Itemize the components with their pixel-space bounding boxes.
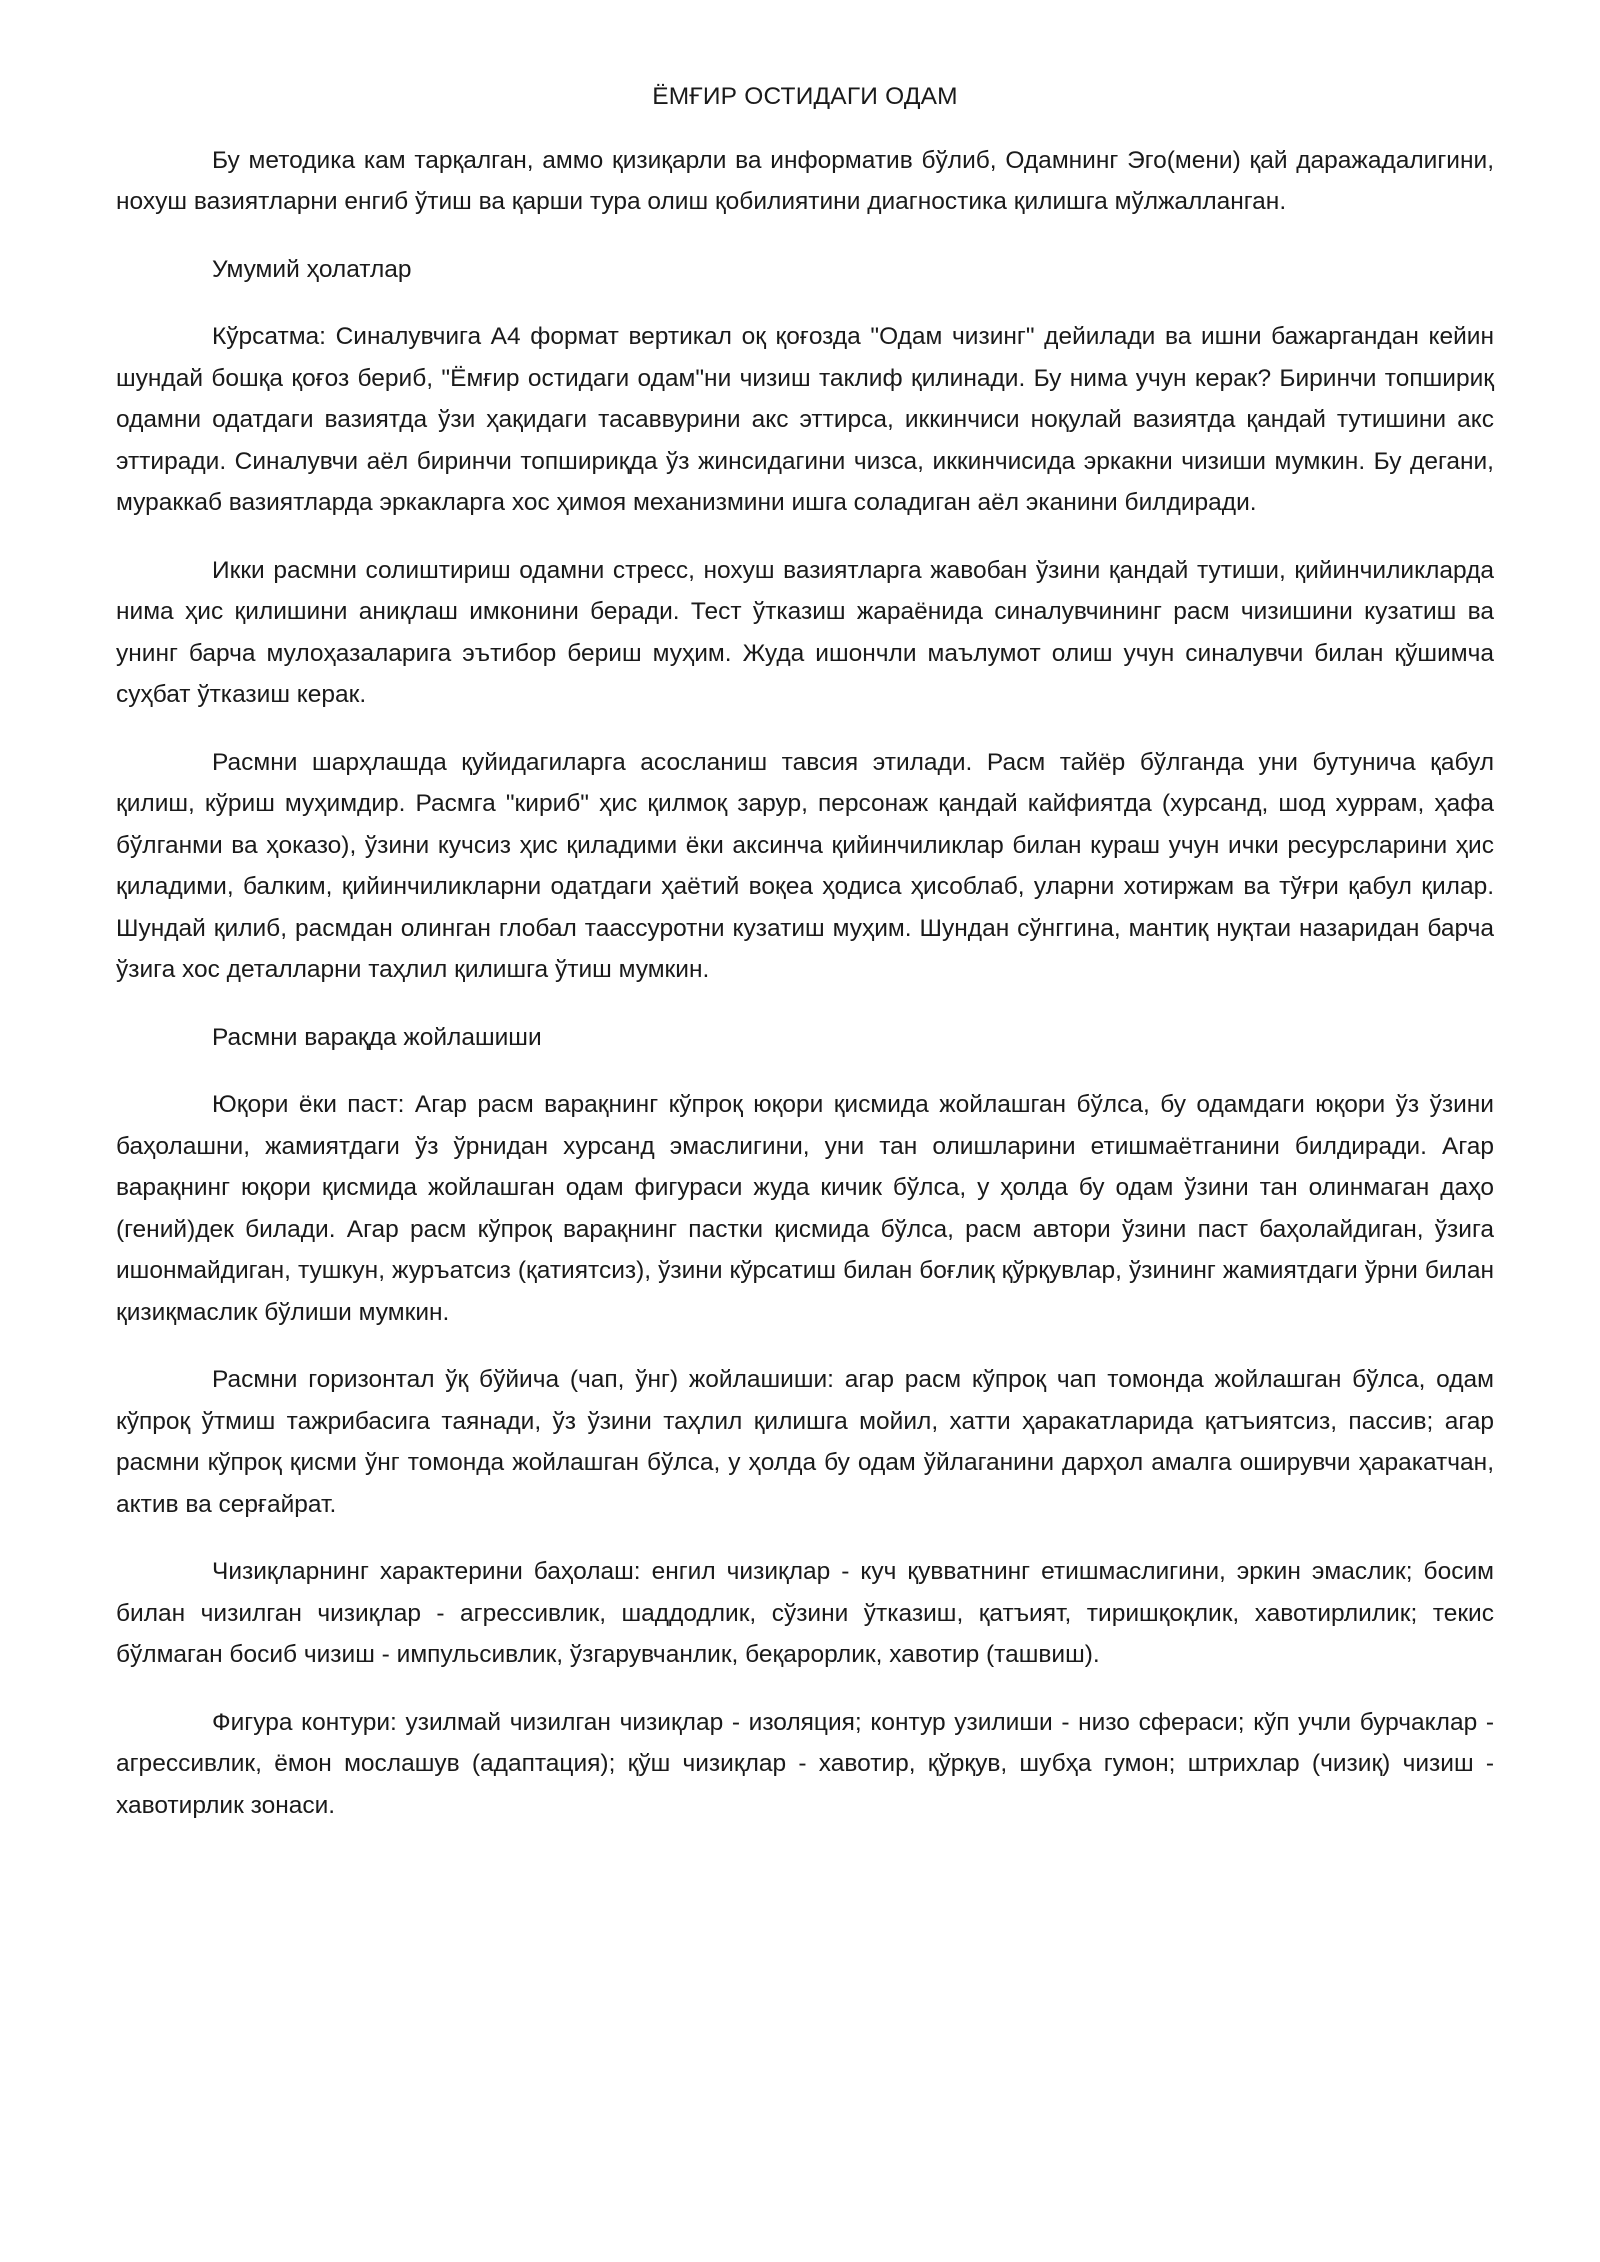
section-heading-general: Умумий ҳолатлар [212, 255, 412, 283]
figure-contour-paragraph: Фигура контури: узилмай чизилган чизиқлар - изоляция; контур узилиши - низо сфераси; кўп учли бурчаклар - агрессивлик, ёмон мослашув (адаптация); қўш чизиқлар - хавотир, қўрқув, шубҳа гумон; штрихлар (чизиқ) чизиш - хавотирлик зонаси. [116, 1708, 1494, 1819]
line-character-paragraph: Чизиқларнинг характерини баҳолаш: енгил чизиқлар - куч қувватнинг етишмаслигини, эркин эмаслик; босим билан чизилган чизиқлар - агрессивлик, шаддодлик, сўзини ўтказиш, қатъият, тиришқоқлик, хавотирлилик; текис бўлмаган босиб чизиш - импульсивлик, ўзгарувчанлик, беқарорлик, хавотир (ташвиш). [116, 1558, 1494, 1668]
horizontal-placement-paragraph: Расмни горизонтал ўқ бўйича (чап, ўнг) жойлашиши: агар расм кўпроқ чап томонда жойлашган бўлса, одам кўпроқ ўтмиш тажрибасига таянади, ўз ўзини таҳлил қилишга мойил, хатти ҳаракатларида қатъиятсиз, пассив; агар расмни кўпроқ қисми ўнг томонда жойлашган бўлса, у ҳолда бу одам ўйлаганини дарҳол амалга оширувчи ҳаракатчан, актив ва серғайрат. [116, 1366, 1494, 1518]
document-page [116, 76, 1494, 1852]
section-heading-placement: Расмни варақда жойлашиши [212, 1023, 542, 1051]
comparison-paragraph: Икки расмни солиштириш одамни стресс, нохуш вазиятларга жавобан ўзини қандай тутиши, қийинчиликларда нима ҳис қилишини аниқлаш имконини беради. Тест ўтказиш жараёнида синалувчининг расм чизишини кузатиш ва унинг барча мулоҳазаларига эътибор бериш муҳим. Жуда ишончли маълумот олиш учун синалувчи билан қўшимча суҳбат ўтказиш керак. [116, 556, 1494, 708]
interpretation-paragraph: Расмни шарҳлашда қуйидагиларга асосланиш тавсия этилади. Расм тайёр бўлганда уни бутунича қабул қилиш, кўриш муҳимдир. Расмга "кириб" ҳис қилмоқ зарур, персонаж қандай кайфиятда (хурсанд, шод хуррам, ҳафа бўлганми ва ҳоказо), ўзини кучсиз ҳис қиладими ёки аксинча қийинчиликлар билан кураш учун ички ресурсларини ҳис қиладими, балким, қийинчиликларни одатдаги ҳаётий воқеа ҳодиса ҳисоблаб, уларни хотиржам ва тўғри қабул қилар. Шундай қилиб, расмдан олинган глобал таассуротни кузатиш муҳим. Шундан сўнггина, мантиқ нуқтаи назаридан барча ўзига хос деталларни таҳлил қилишга ўтиш мумкин. [116, 748, 1494, 983]
intro-paragraph: Бу методика кам тарқалган, аммо қизиқарли ва информатив бўлиб, Одамнинг Эго(мени) қай даражадалигини, нохуш вазиятларни енгиб ўтиш ва қарши тура олиш қобилиятини диагностика қилишга мўлжалланган. [116, 146, 1494, 215]
instruction-paragraph: Кўрсатма: Синалувчига А4 формат вертикал оқ қоғозда "Одам чизинг" дейилади ва ишни бажаргандан кейин шундай бошқа қоғоз бериб, "Ёмғир остидаги одам"ни чизиш таклиф қилинади. Бу нима учун керак? Биринчи топшириқ одамни одатдаги вазиятда ўзи ҳақидаги тасаввурини акс эттирса, иккинчиси ноқулай вазиятда қандай тутишини акс эттиради. Синалувчи аёл биринчи топшириқда ўз жинсидагини чизса, иккинчисида эркакни чизиши мумкин. Бу дегани, мураккаб вазиятларда эркакларга хос ҳимоя механизмини ишга соладиган аёл эканини билдиради. [116, 323, 1494, 516]
document-title: ЁМҒИР ОСТИДАГИ ОДАМ [652, 83, 958, 110]
vertical-placement-paragraph: Юқори ёки паст: Агар расм варақнинг кўпроқ юқори қисмида жойлашган бўлса, бу одамдаги юқори ўз ўзини баҳолашни, жамиятдаги ўз ўрнидан хурсанд эмаслигини, уни тан олишларини етишмаётганини билдиради. Агар варақнинг юқори қисмида жойлашган одам фигураси жуда кичик бўлса, у ҳолда бу одам ўзини тан олинмаган даҳо (гений)дек билади. Агар расм кўпроқ варақнинг пастки қисмида бўлса, расм автори ўзини паст баҳолайдиган, ўзига ишонмайдиган, тушкун, журъатсиз (қатиятсиз), ўзини кўрсатиш билан боғлиқ қўрқувлар, ўзининг жамиятдаги ўрни билан қизиқмаслик бўлиши мумкин. [116, 1091, 1494, 1326]
